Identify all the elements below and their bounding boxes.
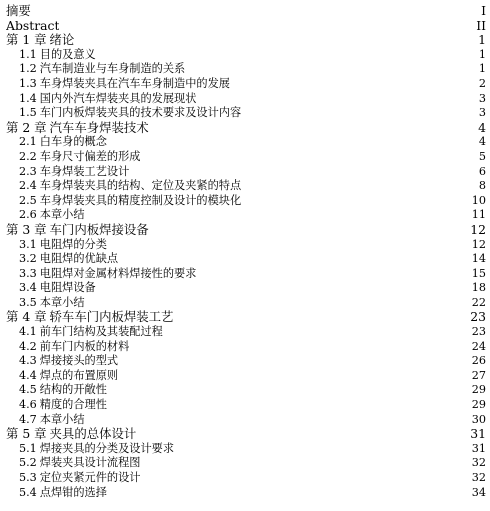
toc-page-number: 24 [471, 339, 486, 353]
toc-entry-number: 5.1 [19, 441, 37, 455]
toc-entry-label [19, 179, 241, 194]
dot-leader [108, 398, 471, 408]
toc-entry-number: 1.1 [19, 47, 37, 61]
toc-page-number: 12 [471, 237, 486, 251]
toc-entry-number: 2.4 [19, 179, 37, 193]
toc-entry-label [19, 252, 118, 267]
toc-entry-title: Abstract [6, 18, 60, 33]
toc-entry-number: 3.5 [19, 295, 37, 309]
toc-page-number: 23 [470, 309, 486, 325]
toc-entry-label [19, 281, 96, 296]
toc-entry-title: 电阻焊的分类 [39, 237, 107, 251]
toc-entry-title: 结构的开敞性 [39, 383, 107, 397]
toc-entry-title: 前车门结构及其装配过程 [39, 325, 163, 339]
toc-entry-title: 车身尺寸偏差的形成 [39, 149, 141, 163]
toc-entry-title: 焊点的布置原则 [39, 368, 119, 382]
dot-leader [142, 150, 478, 160]
toc-entry-number: 第 1 章 [6, 33, 47, 48]
toc-entry-title: 汽车制造业与车身制造的关系 [39, 62, 186, 76]
dot-leader [242, 179, 477, 189]
toc-entry-number: 1.3 [19, 76, 37, 90]
toc-subsection-entry[interactable] [0, 238, 486, 253]
toc-entry-title: 前车门内板的材料 [39, 339, 130, 353]
toc-entry-label [19, 92, 196, 107]
toc-entry-number: 4.1 [19, 325, 37, 339]
toc-entry-title: 绪论 [49, 33, 75, 48]
toc-page-number: 30 [471, 412, 486, 426]
toc-page-number: 4 [478, 119, 486, 135]
toc-chapter-entry[interactable] [0, 427, 486, 442]
toc-entry-label [19, 296, 85, 311]
toc-entry-number: 2.5 [19, 193, 37, 207]
toc-entry-title: 电阻焊的优缺点 [39, 252, 119, 266]
toc-page-number: 32 [471, 471, 486, 484]
toc-entry-label [19, 150, 141, 165]
toc-subsection-entry[interactable] [0, 179, 486, 194]
toc-subsection-entry[interactable] [0, 77, 486, 92]
toc-subsection-entry[interactable] [0, 325, 486, 340]
toc-entry-title: 夹具的总体设计 [49, 427, 137, 442]
toc-entry-title: 本章小结 [39, 295, 85, 309]
dot-leader [186, 62, 477, 72]
toc-entry-label [6, 223, 149, 238]
toc-subsection-entry[interactable] [0, 150, 486, 165]
toc-entry-title: 轿车车门内板焊装工艺 [49, 310, 174, 325]
toc-subsection-entry[interactable] [0, 296, 486, 311]
toc-entry-number: 2.3 [19, 164, 37, 178]
toc-page-number: 1 [478, 62, 486, 76]
toc-entry-number: 3.1 [19, 237, 37, 251]
dot-leader [197, 92, 477, 102]
toc-chapter-entry[interactable] [0, 223, 486, 238]
toc-entry-number: 1.5 [19, 106, 37, 120]
toc-page-number: 12 [470, 221, 486, 237]
toc-page-number: 22 [471, 295, 486, 309]
toc-entry-label [19, 354, 118, 369]
toc-subsection-entry[interactable] [0, 267, 486, 282]
toc-page-number: 23 [471, 325, 486, 339]
toc-page-number: I [481, 3, 486, 18]
toc-entry-title: 白车身的概念 [39, 135, 107, 149]
dot-leader [86, 413, 471, 423]
toc-page-number: 18 [471, 281, 486, 295]
toc-page-number: 15 [471, 266, 486, 280]
toc-entry-title: 汽车车身焊装技术 [49, 120, 149, 135]
toc-subsection-entry[interactable] [0, 48, 486, 63]
dot-leader [75, 34, 477, 44]
toc-subsection-entry[interactable] [0, 340, 486, 355]
toc-entry-number: 2.1 [19, 135, 37, 149]
toc-entry-label [19, 62, 185, 77]
toc-entry-label [19, 48, 96, 63]
toc-entry-number: 5.4 [19, 485, 37, 499]
toc-entry-title: 点焊钳的选择 [39, 485, 107, 499]
toc-entry-label [19, 238, 107, 253]
dot-leader [174, 311, 469, 321]
toc-entry-label [6, 4, 31, 19]
toc-entry-label [6, 33, 74, 48]
toc-page-number: 1 [478, 32, 486, 48]
toc-entry-title: 车身焊装夹具的精度控制及设计的模块化 [39, 193, 242, 207]
dot-leader [119, 369, 471, 379]
dot-leader [197, 267, 470, 277]
dot-leader [231, 77, 477, 87]
toc-entry-label [19, 486, 107, 501]
toc-entry-number: 4.7 [19, 412, 37, 426]
toc-entry-label [6, 19, 59, 34]
toc-page-number: 10 [471, 193, 486, 207]
toc-entry-label [19, 267, 196, 282]
toc-entry-label [19, 106, 241, 121]
toc-entry-label [19, 325, 163, 340]
toc-subsection-entry[interactable] [0, 354, 486, 369]
toc-subsection-entry[interactable] [0, 442, 486, 457]
toc-entry-number: 第 4 章 [6, 310, 47, 325]
toc-subsection-entry[interactable] [0, 398, 486, 413]
toc-entry-label [6, 121, 149, 136]
toc-page-number: 34 [471, 485, 486, 499]
toc-front-matter-entry[interactable] [0, 4, 486, 19]
toc-subsection-entry[interactable] [0, 281, 486, 296]
toc-entry-number: 4.3 [19, 354, 37, 368]
toc-subsection-entry[interactable] [0, 369, 486, 384]
toc-page-number: 6 [478, 164, 486, 178]
dot-leader [60, 20, 475, 30]
toc-page-number: 3 [478, 91, 486, 105]
toc-chapter-entry[interactable] [0, 33, 486, 48]
dot-leader [97, 48, 477, 58]
dot-leader [32, 5, 477, 15]
dot-leader [86, 208, 471, 218]
toc-page-number: 11 [471, 208, 486, 222]
toc-page-number: 31 [471, 441, 486, 455]
toc-entry-number: 5.2 [19, 456, 37, 470]
toc-entry-title: 精度的合理性 [39, 398, 107, 412]
toc-entry-title: 电阻焊对金属材料焊接性的要求 [39, 266, 197, 280]
dot-leader [108, 238, 471, 248]
toc-entry-title: 摘要 [6, 4, 31, 18]
dot-leader [119, 252, 471, 262]
toc-entry-label [6, 310, 173, 325]
toc-entry-number: 第 5 章 [6, 427, 47, 442]
dot-leader [108, 486, 471, 496]
toc-subsection-entry[interactable] [0, 62, 486, 77]
toc-entry-number: 1.2 [19, 62, 37, 76]
toc-entry-label [19, 208, 85, 223]
toc-entry-title: 目的及意义 [39, 47, 96, 61]
toc-page-number: 4 [478, 135, 486, 149]
toc-entry-number: 第 2 章 [6, 120, 47, 135]
toc-entry-number: 3.2 [19, 252, 37, 266]
toc-chapter-entry[interactable] [0, 310, 486, 325]
dot-leader [142, 471, 471, 481]
toc-entry-title: 电阻焊设备 [39, 281, 96, 295]
toc-entry-label [19, 165, 129, 180]
toc-entry-number: 2.6 [19, 208, 37, 222]
toc-entry-number: 5.3 [19, 471, 37, 484]
toc-page-number: 29 [471, 383, 486, 397]
dot-leader [137, 428, 469, 438]
toc-page-number: 8 [478, 179, 486, 193]
dot-leader [108, 383, 471, 393]
toc-entry-number: 1.4 [19, 91, 37, 105]
toc-entry-title: 车门内板焊接设备 [49, 222, 149, 237]
toc-entry-number: 3.4 [19, 281, 37, 295]
toc-page-number: 26 [471, 354, 486, 368]
toc-entry-title: 国内外汽车焊装夹具的发展现状 [39, 91, 197, 105]
dot-leader [130, 340, 470, 350]
toc-entry-title: 车身焊装工艺设计 [39, 164, 130, 178]
table-of-contents [0, 4, 486, 500]
toc-entry-number: 4.4 [19, 368, 37, 382]
toc-page-number: 27 [471, 368, 486, 382]
toc-entry-label [19, 413, 85, 428]
toc-entry-label [19, 77, 230, 92]
toc-entry-number: 2.2 [19, 149, 37, 163]
toc-subsection-entry[interactable] [0, 456, 486, 471]
toc-page-number: 29 [471, 398, 486, 412]
toc-page-number: 3 [478, 106, 486, 120]
toc-chapter-entry[interactable] [0, 121, 486, 136]
toc-subsection-entry[interactable] [0, 194, 486, 209]
toc-page-number: 31 [470, 426, 486, 442]
toc-subsection-entry[interactable] [0, 92, 486, 107]
toc-subsection-entry[interactable] [0, 106, 486, 121]
toc-subsection-entry[interactable] [0, 135, 486, 150]
dot-leader [86, 296, 471, 306]
toc-page-number: 1 [478, 47, 486, 61]
toc-page-number: II [476, 17, 486, 33]
toc-subsection-entry[interactable] [0, 486, 486, 501]
dot-leader [119, 354, 471, 364]
toc-entry-label [19, 383, 107, 398]
toc-page-number: 32 [471, 456, 486, 470]
toc-entry-title: 车身焊装夹具在汽车车身制造中的发展 [39, 76, 230, 90]
toc-entry-label [6, 427, 136, 442]
toc-entry-title: 车门内板焊装夹具的技术要求及设计内容 [39, 106, 242, 120]
toc-subsection-entry[interactable] [0, 252, 486, 267]
toc-entry-label [19, 442, 174, 457]
toc-subsection-entry[interactable] [0, 413, 486, 428]
toc-page-number: 5 [478, 149, 486, 163]
toc-entry-number: 第 3 章 [6, 222, 47, 237]
dot-leader [150, 224, 470, 234]
toc-subsection-entry[interactable] [0, 383, 486, 398]
toc-entry-label [19, 340, 129, 355]
dot-leader [150, 122, 477, 132]
toc-entry-title: 车身焊装夹具的结构、定位及夹紧的特点 [39, 179, 242, 193]
toc-entry-number: 4.5 [19, 383, 37, 397]
dot-leader [130, 165, 477, 175]
dot-leader [97, 281, 471, 291]
dot-leader [108, 135, 477, 145]
dot-leader [242, 194, 471, 204]
toc-front-matter-entry[interactable] [0, 19, 486, 34]
toc-entry-label [19, 471, 141, 486]
toc-entry-title: 焊装夹具设计流程图 [39, 456, 141, 470]
dot-leader [142, 456, 471, 466]
toc-subsection-entry[interactable] [0, 471, 486, 486]
toc-page-number: 2 [478, 76, 486, 90]
toc-entry-label [19, 194, 241, 209]
toc-entry-number: 3.3 [19, 266, 37, 280]
toc-entry-title: 焊接夹具的分类及设计要求 [39, 441, 175, 455]
dot-leader [164, 325, 471, 335]
toc-entry-label [19, 398, 107, 413]
toc-entry-title: 定位夹紧元件的设计 [39, 471, 141, 484]
toc-entry-label [19, 456, 141, 471]
toc-entry-title: 焊接接头的型式 [39, 354, 119, 368]
toc-page-number: 14 [471, 252, 486, 266]
toc-subsection-entry[interactable] [0, 165, 486, 180]
dot-leader [242, 106, 477, 116]
toc-entry-number: 4.6 [19, 398, 37, 412]
toc-entry-label [19, 369, 118, 384]
toc-entry-title: 本章小结 [39, 412, 85, 426]
dot-leader [175, 442, 471, 452]
toc-entry-number: 4.2 [19, 339, 37, 353]
toc-entry-title: 本章小结 [39, 208, 85, 222]
toc-subsection-entry[interactable] [0, 208, 486, 223]
toc-entry-label [19, 135, 107, 150]
